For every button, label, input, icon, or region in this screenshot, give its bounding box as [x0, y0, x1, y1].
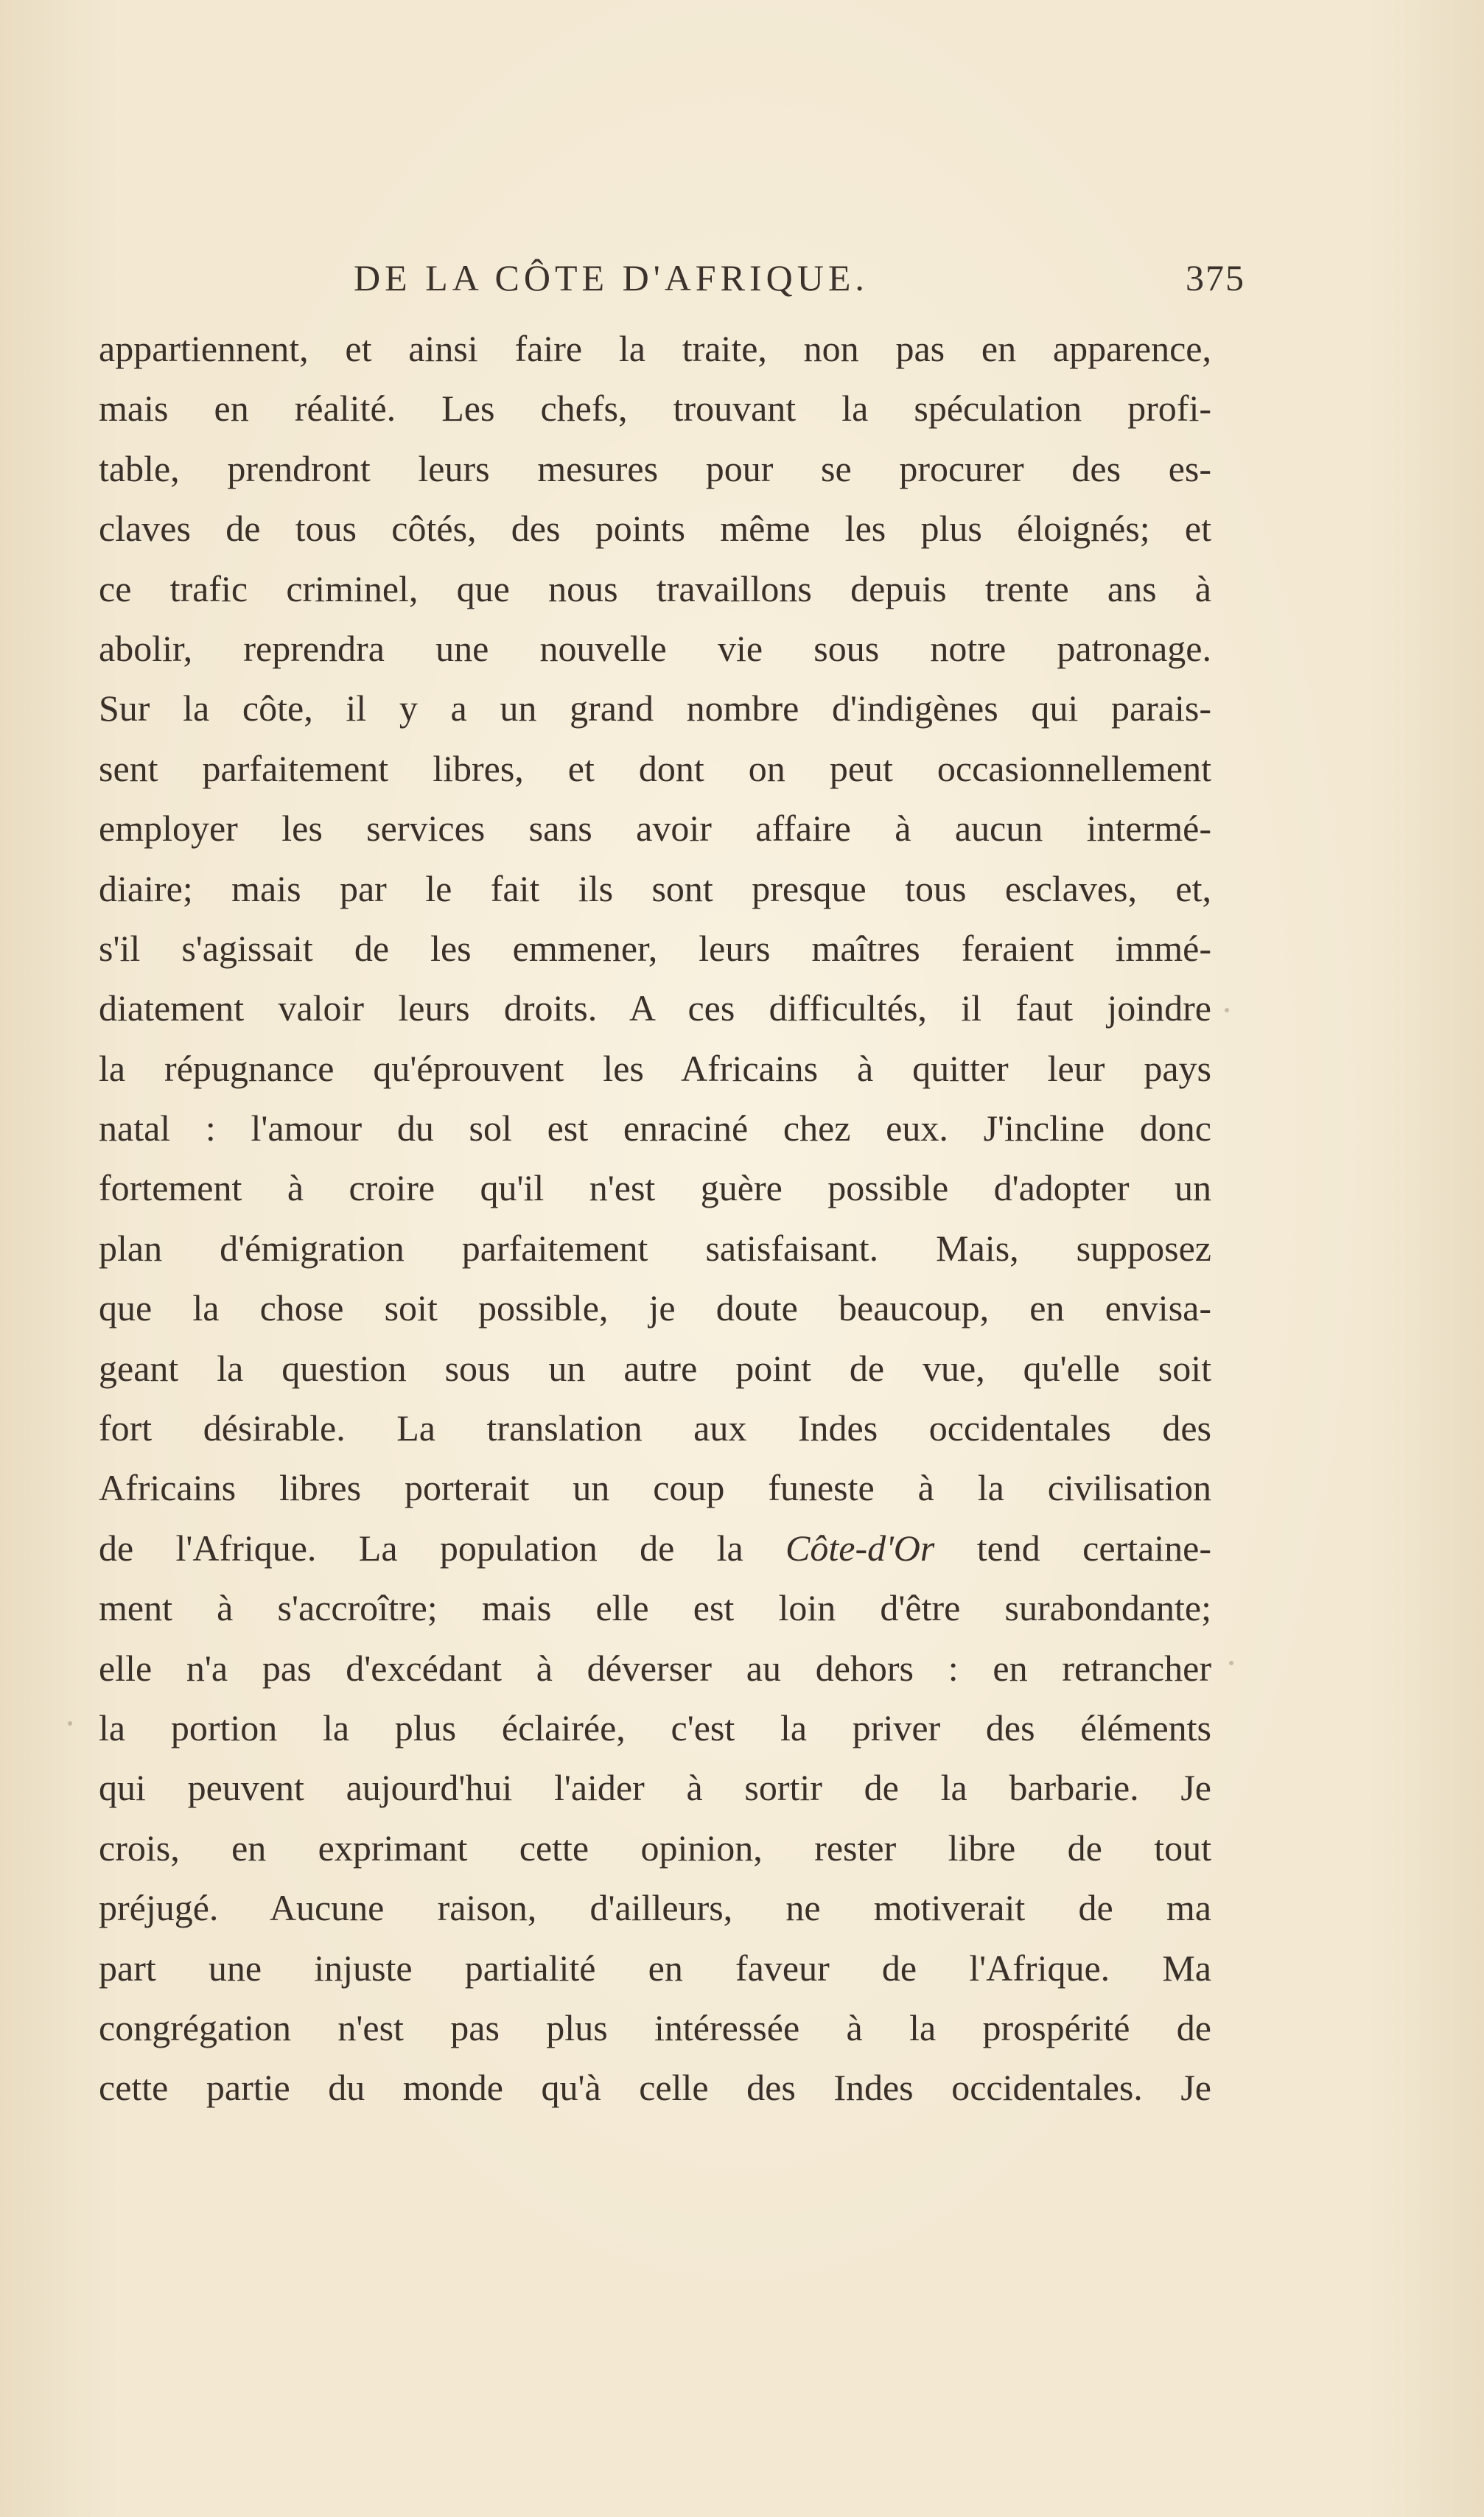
- text-line: crois, en exprimant cette opinion, rester libre de tout: [99, 1827, 1211, 1869]
- text-segment: de l'Afrique. La population de la: [99, 1527, 786, 1569]
- text-line: ce trafic criminel, que nous travaillons depuis trente ans à: [99, 567, 1211, 609]
- running-head-title: DE LA CÔTE D'AFRIQUE.: [354, 257, 869, 298]
- text-line: la répugnance qu'éprouvent les Africains à quitter leur pays: [99, 1047, 1211, 1089]
- text-line: Africains libres porterait un coup funeste à la civilisation: [99, 1467, 1211, 1509]
- text-line: ment à s'accroître; mais elle est loin d'être surabondante;: [99, 1587, 1211, 1629]
- text-line: natal : l'amour du sol est enraciné chez eux. J'incline donc: [99, 1107, 1211, 1149]
- text-line: diaire; mais par le fait ils sont presque tous esclaves, et,: [99, 867, 1211, 909]
- text-line: fortement à croire qu'il n'est guère possible d'adopter un: [99, 1167, 1211, 1209]
- text-line: sent parfaitement libres, et dont on peut occasionnellement: [99, 747, 1211, 789]
- text-line: préjugé. Aucune raison, d'ailleurs, ne motiverait de ma: [99, 1887, 1211, 1929]
- text-line: la portion la plus éclairée, c'est la priver des éléments: [99, 1706, 1211, 1748]
- text-line: cette partie du monde qu'à celle des Indes occidentales. Je: [99, 2067, 1211, 2109]
- body-text: [99, 319, 1211, 2118]
- text-line: qui peuvent aujourd'hui l'aider à sortir de la barbarie. Je: [99, 1767, 1211, 1809]
- text-line: employer les services sans avoir affaire à aucun intermé-: [99, 808, 1211, 850]
- text-line: s'il s'agissait de les emmener, leurs maîtres feraient immé-: [99, 927, 1211, 969]
- text-line: abolir, reprendra une nouvelle vie sous notre patronage.: [99, 627, 1211, 669]
- paper-speck: [68, 1721, 72, 1726]
- running-head: [317, 251, 1245, 309]
- text-line: diatement valoir leurs droits. A ces difficultés, il faut joindre: [99, 987, 1211, 1029]
- text-line: congrégation n'est pas plus intéressée à la prospérité de: [99, 2006, 1211, 2048]
- text-line: fort désirable. La translation aux Indes occidentales des: [99, 1407, 1211, 1449]
- paper-speck: [1229, 1661, 1233, 1665]
- text-line: elle n'a pas d'excédant à déverser au dehors : en retrancher: [99, 1647, 1211, 1689]
- text-line: part une injuste partialité en faveur de l'Afrique. Ma: [99, 1947, 1211, 1989]
- text-line: mais en réalité. Les chefs, trouvant la spéculation profi-: [99, 388, 1211, 430]
- text-line-with-italic: [99, 1519, 1211, 1578]
- text-line: claves de tous côtés, des points même les plus éloignés; et: [99, 508, 1211, 550]
- page-number: 375: [1186, 257, 1245, 298]
- text-line: que la chose soit possible, je doute beaucoup, en envisa-: [99, 1287, 1211, 1329]
- text-segment: tend certaine-: [934, 1527, 1211, 1569]
- text-line: Sur la côte, il y a un grand nombre d'indigènes qui parais-: [99, 687, 1211, 729]
- italic-place-name: Côte-d'Or: [785, 1527, 935, 1569]
- text-line: geant la question sous un autre point de vue, qu'elle soit: [99, 1347, 1211, 1389]
- text-line: table, prendront leurs mesures pour se procurer des es-: [99, 447, 1211, 489]
- paper-speck: [1225, 1008, 1229, 1012]
- text-line: plan d'émigration parfaitement satisfaisant. Mais, supposez: [99, 1227, 1211, 1269]
- text-line: appartiennent, et ainsi faire la traite, non pas en apparence,: [99, 328, 1211, 369]
